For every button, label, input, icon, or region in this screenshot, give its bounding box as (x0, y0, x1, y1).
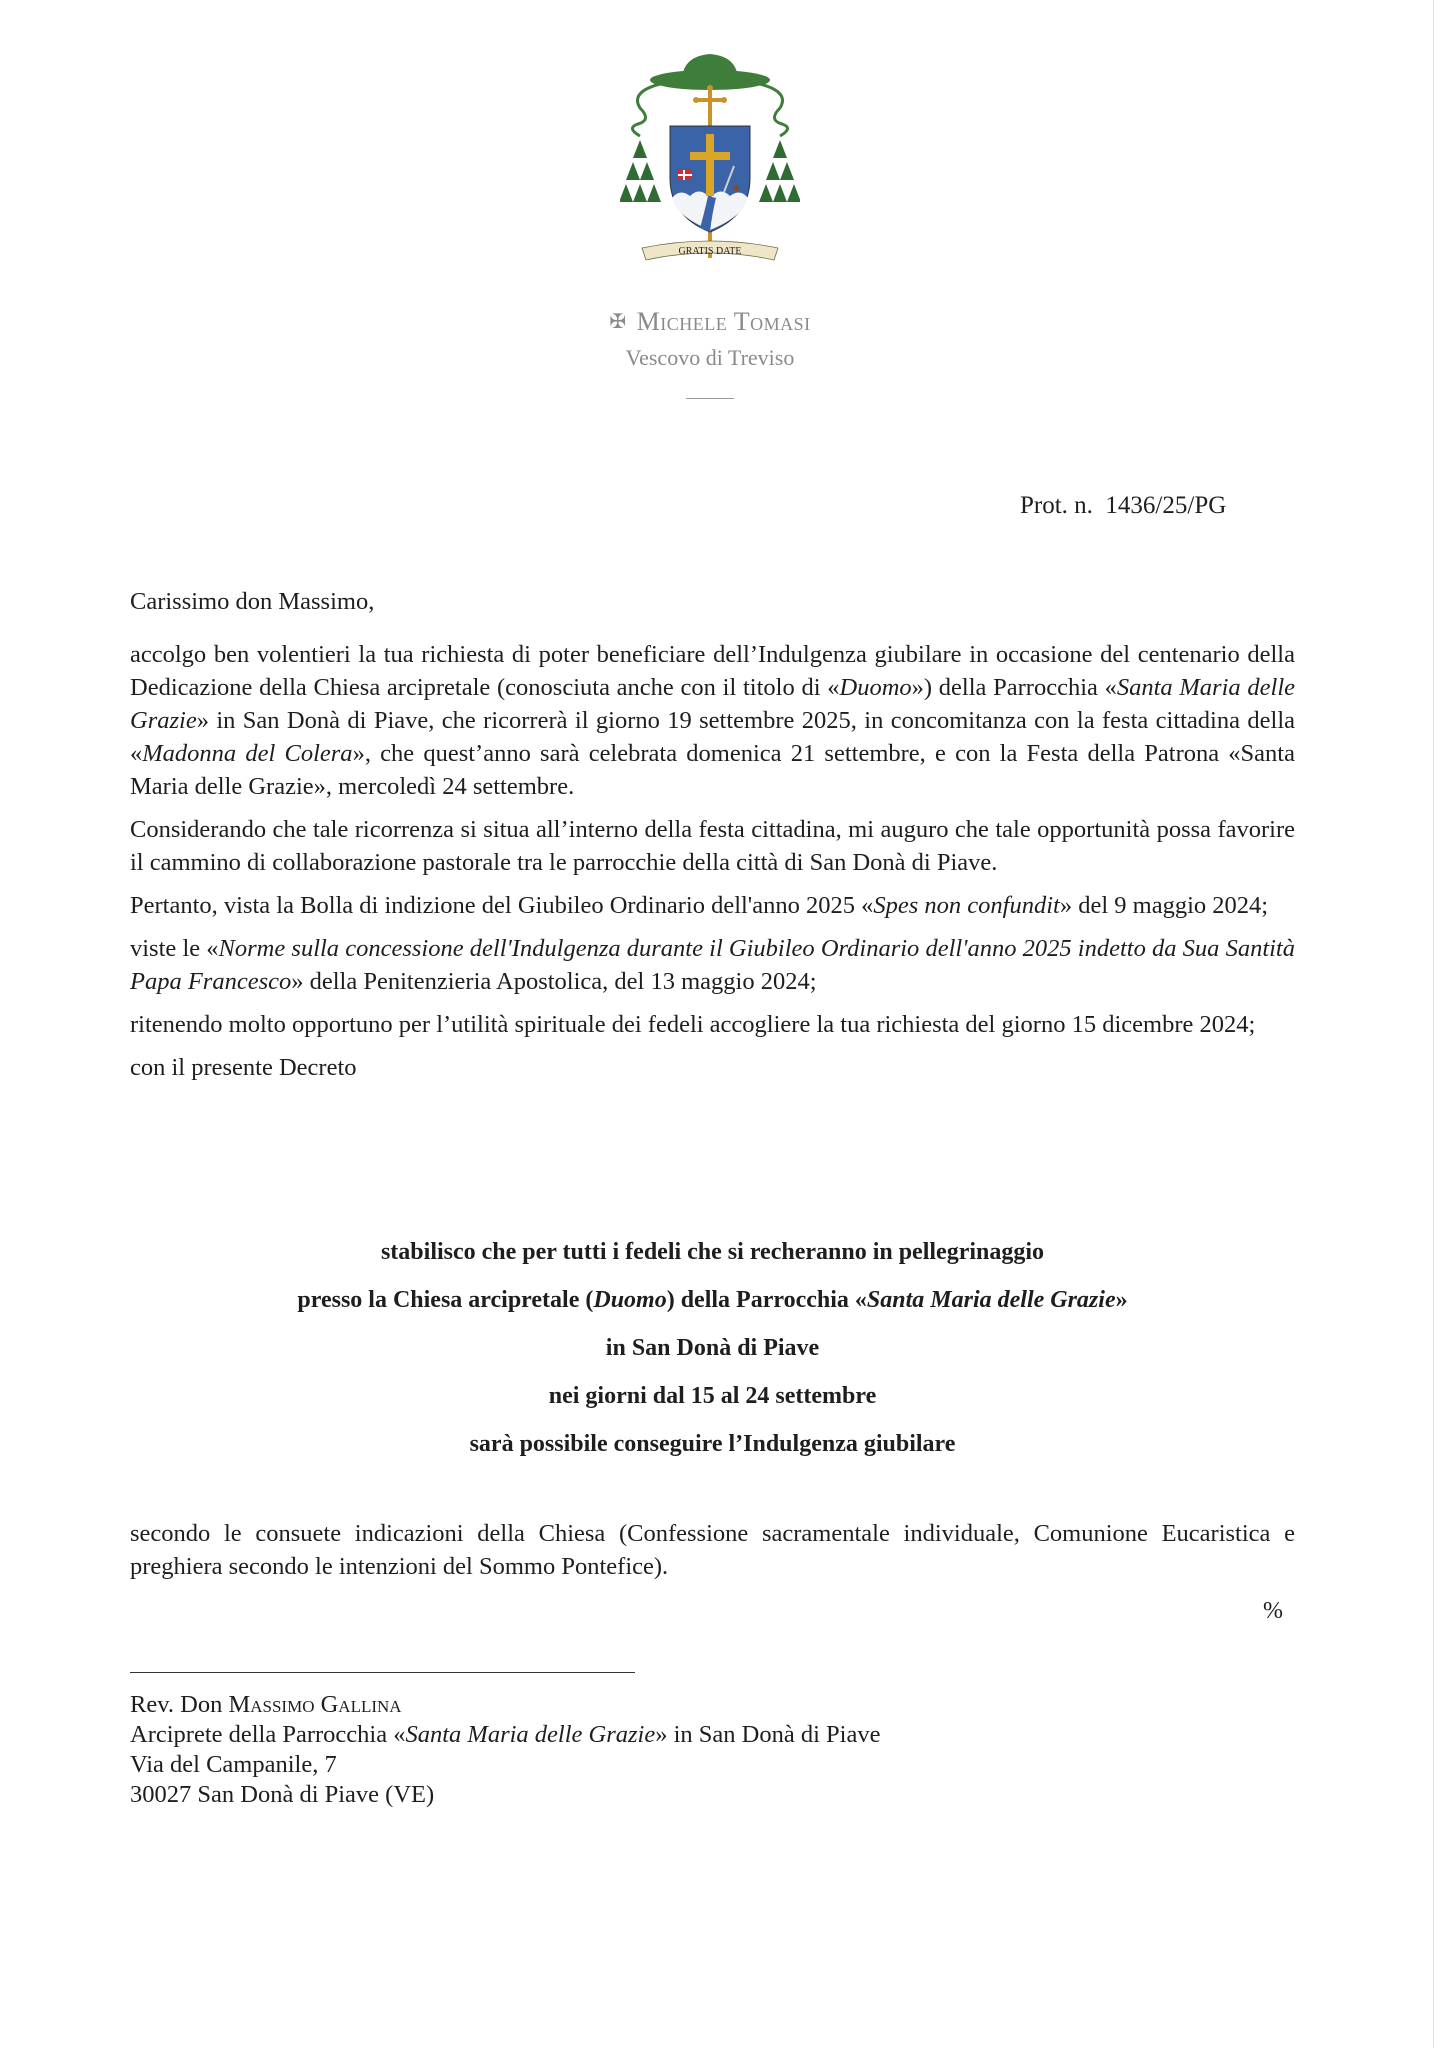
bishop-name-text: Michele Tomasi (636, 307, 811, 336)
conditions-paragraph: secondo le consuete indicazioni della Chiesa (Confessione sacramentale individuale, Comunione Eucaristica e preghiera secondo le intenzioni del Sommo Pontefice). (130, 1520, 1295, 1580)
tassels-right (759, 140, 800, 202)
page-edge (1433, 0, 1434, 2048)
decree-line-4: nei giorni dal 15 al 24 settembre (548, 1383, 877, 1409)
protocol-number: Prot. n. 1436/25/PG (1020, 492, 1227, 519)
cord-left (632, 84, 660, 136)
decree-line-2: presso la Chiesa arcipretale (Duomo) della Parrocchia «Santa Maria delle Grazie» (297, 1287, 1128, 1313)
motto-text: GRATIS DATE (678, 246, 742, 257)
tassels-left (620, 140, 661, 202)
coat-of-arms-icon (620, 48, 800, 288)
cord-right (760, 84, 788, 136)
galero-hat-crown (682, 54, 738, 78)
recipient-address (130, 1690, 880, 1810)
letterhead (0, 306, 1420, 399)
decree-line-5: sarà possibile conseguire l’Indulgenza giubilare (469, 1431, 956, 1457)
paragraph-decree-intro: con il presente Decreto (130, 1054, 357, 1081)
decree-line-1: stabilisco che per tutti i fedeli che si recheranno in pellegrinaggio (380, 1239, 1045, 1265)
recipient-role: Arciprete della Parrocchia «Santa Maria delle Grazie» in San Donà di Piave (130, 1721, 881, 1748)
paragraph-considering: Considerando che tale ricorrenza si situa all’interno della festa cittadina, mi auguro che tale opportunità possa favorire il cammino di collaborazione pastorale tra le parrocchie della città di San Donà di Piave. (130, 816, 1295, 876)
recipient-city: 30027 San Donà di Piave (VE) (130, 1781, 435, 1808)
continued-mark: % (1263, 1598, 1283, 1624)
decree-line-3: in San Donà di Piave (605, 1335, 820, 1361)
letter-body (130, 585, 1295, 1094)
salutation: Carissimo don Massimo, (130, 588, 375, 615)
letterhead-divider (686, 398, 734, 399)
paragraph-norms: viste le «Norme sulla concessione dell'Indulgenza durante il Giubileo Ordinario dell'anno 2025 indetto da Sua Santità Papa Francesco» della Penitenzieria Apostolica, del 13 maggio 2024; (130, 935, 1295, 995)
paragraph-request: accolgo ben volentieri la tua richiesta di poter beneficiare dell’Indulgenza giubilare in occasione del centenario della Dedicazione della Chiesa arcipretale (conosciuta anche con il titolo di «Duomo») della Parrocchia «Santa Maria delle Grazie» in San Donà di Piave, che ricorrerà il giorno 19 settembre 2025, in concomitanza con la festa cittadina della «Madonna del Colera», che quest’anno sarà celebrata domenica 21 settembre, e con la Festa della Patrona «Santa Maria delle Grazie», mercoledì 24 settembre. (130, 641, 1295, 800)
paragraph-bull: Pertanto, vista la Bolla di indizione del Giubileo Ordinario dell'anno 2025 «Spes non confundit» del 9 maggio 2024; (130, 892, 1269, 919)
paragraph-holding: ritenendo molto opportuno per l’utilità spirituale dei fedeli accogliere la tua richiesta del giorno 15 dicembre 2024; (130, 1011, 1256, 1038)
address-divider (130, 1672, 635, 1673)
bishop-cross-icon: ✠ (609, 311, 627, 333)
decree-block (130, 1228, 1295, 1468)
recipient-name: Rev. Don Massimo Gallina (130, 1691, 402, 1718)
bishop-title: Vescovo di Treviso (625, 345, 795, 370)
bishop-name (0, 306, 1420, 338)
recipient-street: Via del Campanile, 7 (130, 1751, 337, 1778)
